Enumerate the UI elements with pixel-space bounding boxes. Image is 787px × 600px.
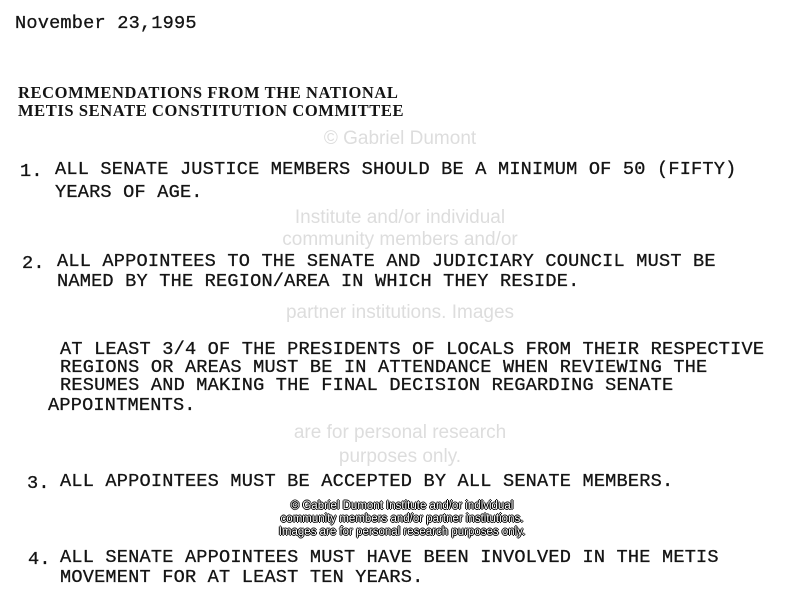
item-4-number: 4.: [28, 549, 51, 570]
document-date: November 23,1995: [15, 13, 197, 34]
item-4-line-2: MOVEMENT FOR AT LEAST TEN YEARS.: [60, 567, 424, 588]
item-2-paragraph-line-3: RESUMES AND MAKING THE FINAL DECISION REGARDING SENATE: [60, 375, 674, 396]
watermark-center-line-6: purposes only.: [338, 446, 462, 467]
item-2-paragraph-line-2: REGIONS OR AREAS MUST BE IN ATTENDANCE WHEN REVIEWING THE: [60, 357, 708, 378]
watermark-center-line-2: Institute and/or individual: [294, 207, 506, 228]
item-2-paragraph-line-1: AT LEAST 3/4 OF THE PRESIDENTS OF LOCALS FROM THEIR RESPECTIVE: [60, 339, 765, 360]
item-2-paragraph-line-4: APPOINTMENTS.: [48, 395, 196, 416]
watermark-center-line-3: community members and/or: [282, 229, 518, 250]
watermark-center-line-4: partner institutions. Images: [285, 302, 515, 323]
item-4-line-1: ALL SENATE APPOINTEES MUST HAVE BEEN INVOLVED IN THE METIS: [60, 547, 719, 568]
watermark-center-line-5: are for personal research: [293, 422, 507, 443]
item-1-line-1: ALL SENATE JUSTICE MEMBERS SHOULD BE A MINIMUM OF 50 (FIFTY): [55, 159, 737, 180]
watermark-bottom-line-1: © Gabriel Dumont Institute and/or individual: [290, 500, 514, 512]
watermark-bottom-line-2: community members and/or partner institutions.: [280, 513, 524, 525]
item-3-number: 3.: [27, 473, 50, 494]
item-1-number: 1.: [20, 161, 43, 182]
heading-line-1: RECOMMENDATIONS FROM THE NATIONAL: [18, 83, 399, 102]
item-2-number: 2.: [22, 253, 45, 274]
heading-line-2: METIS SENATE CONSTITUTION COMMITTEE: [18, 101, 405, 120]
item-1-line-2: YEARS OF AGE.: [55, 182, 203, 203]
item-2-line-2: NAMED BY THE REGION/AREA IN WHICH THEY RESIDE.: [57, 271, 580, 292]
watermark-bottom-line-3: Images are for personal research purposes only.: [278, 526, 526, 538]
watermark-center-line-1: © Gabriel Dumont: [323, 128, 477, 149]
item-2-line-1: ALL APPOINTEES TO THE SENATE AND JUDICIARY COUNCIL MUST BE: [57, 251, 716, 272]
item-3-line-1: ALL APPOINTEES MUST BE ACCEPTED BY ALL SENATE MEMBERS.: [60, 471, 674, 492]
